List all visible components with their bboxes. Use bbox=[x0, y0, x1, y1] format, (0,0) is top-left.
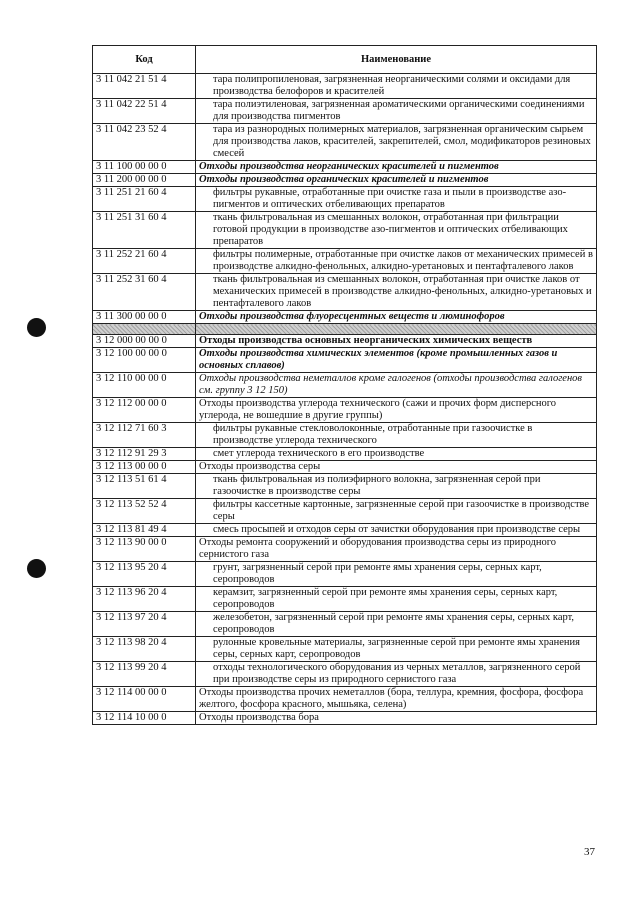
code-cell: 3 12 113 99 20 4 bbox=[93, 662, 196, 687]
code-cell: 3 12 112 71 60 3 bbox=[93, 423, 196, 448]
code-cell: 3 11 100 00 00 0 bbox=[93, 161, 196, 174]
table-body bbox=[93, 74, 597, 725]
code-cell: 3 12 112 00 00 0 bbox=[93, 398, 196, 423]
name-cell: фильтры рукавные стекловолоконные, отработанные при газоочистке в производстве углерода технического bbox=[196, 423, 597, 448]
name-cell: фильтры рукавные, отработанные при очистке газа и пыли в производстве азо-пигментов и оптических отбеливающих препаратов bbox=[196, 187, 597, 212]
table-row bbox=[93, 423, 597, 448]
table-row bbox=[93, 524, 597, 537]
binder-hole-top bbox=[27, 318, 46, 337]
code-cell: 3 11 200 00 00 0 bbox=[93, 174, 196, 187]
name-cell: Отходы производства серы bbox=[196, 461, 597, 474]
name-cell: тара полипропиленовая, загрязненная неорганическими солями и оксидами для производства белофоров и красителей bbox=[196, 74, 597, 99]
name-cell: Отходы производства углерода технического (сажи и прочих форм дисперсного углерода, не вошедшие в другие группы) bbox=[196, 398, 597, 423]
name-cell: Отходы производства флуоресцентных веществ и люминофоров bbox=[196, 311, 597, 324]
table-row bbox=[93, 461, 597, 474]
code-cell: 3 12 112 91 29 3 bbox=[93, 448, 196, 461]
name-cell: отходы технологического оборудования из черных металлов, загрязненного серой при производстве серы из природного сернистого газа bbox=[196, 662, 597, 687]
table-row bbox=[93, 212, 597, 249]
name-cell bbox=[196, 324, 597, 335]
code-cell: 3 12 114 10 00 0 bbox=[93, 712, 196, 725]
code-cell: 3 12 113 51 61 4 bbox=[93, 474, 196, 499]
table-row bbox=[93, 335, 597, 348]
code-cell: 3 12 113 90 00 0 bbox=[93, 537, 196, 562]
name-cell: Отходы производства прочих неметаллов (бора, теллура, кремния, фосфора, фосфора желтого, фосфора красного, мышьяка, селена) bbox=[196, 687, 597, 712]
code-cell: 3 11 252 31 60 4 bbox=[93, 274, 196, 311]
name-cell: Отходы производства неметаллов кроме галогенов (отходы производства галогенов см. группу 3 12 150) bbox=[196, 373, 597, 398]
name-cell: ткань фильтровальная из полиэфирного волокна, загрязненная серой при газоочистке в производстве серы bbox=[196, 474, 597, 499]
code-cell: 3 12 100 00 00 0 bbox=[93, 348, 196, 373]
code-cell: 3 12 113 95 20 4 bbox=[93, 562, 196, 587]
code-cell: 3 11 300 00 00 0 bbox=[93, 311, 196, 324]
table-row bbox=[93, 499, 597, 524]
code-cell: 3 11 252 21 60 4 bbox=[93, 249, 196, 274]
table-row bbox=[93, 537, 597, 562]
code-cell bbox=[93, 324, 196, 335]
table-row bbox=[93, 687, 597, 712]
table-row bbox=[93, 398, 597, 423]
code-cell: 3 11 042 22 51 4 bbox=[93, 99, 196, 124]
table-row bbox=[93, 187, 597, 212]
name-cell: фильтры кассетные картонные, загрязненные серой при газоочистке в производстве серы bbox=[196, 499, 597, 524]
code-cell: 3 12 113 52 52 4 bbox=[93, 499, 196, 524]
name-cell: смет углерода технического в его производстве bbox=[196, 448, 597, 461]
table-row bbox=[93, 562, 597, 587]
code-cell: 3 11 251 31 60 4 bbox=[93, 212, 196, 249]
table-row bbox=[93, 99, 597, 124]
table-row bbox=[93, 348, 597, 373]
table-row bbox=[93, 712, 597, 725]
name-cell: железобетон, загрязненный серой при ремонте ямы хранения серы, серных карт, серопроводов bbox=[196, 612, 597, 637]
name-cell: ткань фильтровальная из смешанных волокон, отработанная при фильтрации готовой продукции в производстве азо-пигментов и оптических отбеливающих препаратов bbox=[196, 212, 597, 249]
table-row bbox=[93, 174, 597, 187]
code-cell: 3 12 110 00 00 0 bbox=[93, 373, 196, 398]
table-row bbox=[93, 274, 597, 311]
code-cell: 3 12 114 00 00 0 bbox=[93, 687, 196, 712]
name-cell: смесь просыпей и отходов серы от зачистки оборудования при производстве серы bbox=[196, 524, 597, 537]
header-code: Код bbox=[93, 46, 196, 74]
table-header-row bbox=[93, 46, 597, 74]
page-number: 37 bbox=[584, 846, 595, 858]
table-row bbox=[93, 373, 597, 398]
table-row bbox=[93, 662, 597, 687]
table-row bbox=[93, 161, 597, 174]
name-cell: керамзит, загрязненный серой при ремонте ямы хранения серы, серных карт, серопроводов bbox=[196, 587, 597, 612]
code-cell: 3 12 000 00 00 0 bbox=[93, 335, 196, 348]
table-row bbox=[93, 474, 597, 499]
name-cell: тара полиэтиленовая, загрязненная ароматическими органическими соединениями для производства пигментов bbox=[196, 99, 597, 124]
name-cell: ткань фильтровальная из смешанных волокон, отработанная при очистке лаков от механических примесей в производстве алкидно-фенольных, алкидно-уретановых и пентафталевого лаков bbox=[196, 274, 597, 311]
name-cell: грунт, загрязненный серой при ремонте ямы хранения серы, серных карт, серопроводов bbox=[196, 562, 597, 587]
header-name: Наименование bbox=[196, 46, 597, 74]
code-cell: 3 12 113 98 20 4 bbox=[93, 637, 196, 662]
name-cell: Отходы ремонта сооружений и оборудования производства серы из природного сернистого газа bbox=[196, 537, 597, 562]
table-row bbox=[93, 74, 597, 99]
name-cell: Отходы производства бора bbox=[196, 712, 597, 725]
name-cell: Отходы производства неорганических красителей и пигментов bbox=[196, 161, 597, 174]
name-cell: фильтры полимерные, отработанные при очистке лаков от механических примесей в производстве алкидно-фенольных, алкидно-уретановых и пентафталевого лаков bbox=[196, 249, 597, 274]
table-row bbox=[93, 587, 597, 612]
code-cell: 3 11 042 21 51 4 bbox=[93, 74, 196, 99]
name-cell: Отходы производства органических красителей и пигментов bbox=[196, 174, 597, 187]
table-row bbox=[93, 249, 597, 274]
code-cell: 3 11 251 21 60 4 bbox=[93, 187, 196, 212]
table-row bbox=[93, 637, 597, 662]
table-row bbox=[93, 448, 597, 461]
name-cell: Отходы производства основных неорганических химических веществ bbox=[196, 335, 597, 348]
table-row bbox=[93, 311, 597, 324]
waste-code-table bbox=[92, 45, 597, 725]
code-cell: 3 12 113 81 49 4 bbox=[93, 524, 196, 537]
code-cell: 3 11 042 23 52 4 bbox=[93, 124, 196, 161]
shaded-separator-row bbox=[93, 324, 597, 335]
name-cell: тара из разнородных полимерных материалов, загрязненная органическим сырьем для производства лаков, красителей, закрепителей, смол, модификаторов резиновых смесей bbox=[196, 124, 597, 161]
name-cell: Отходы производства химических элементов (кроме промышленных газов и основных сплавов) bbox=[196, 348, 597, 373]
code-cell: 3 12 113 97 20 4 bbox=[93, 612, 196, 637]
code-cell: 3 12 113 96 20 4 bbox=[93, 587, 196, 612]
binder-hole-bottom bbox=[27, 559, 46, 578]
table-row bbox=[93, 612, 597, 637]
table-row bbox=[93, 124, 597, 161]
code-cell: 3 12 113 00 00 0 bbox=[93, 461, 196, 474]
name-cell: рулонные кровельные материалы, загрязненные серой при ремонте ямы хранения серы, серных карт, серопроводов bbox=[196, 637, 597, 662]
